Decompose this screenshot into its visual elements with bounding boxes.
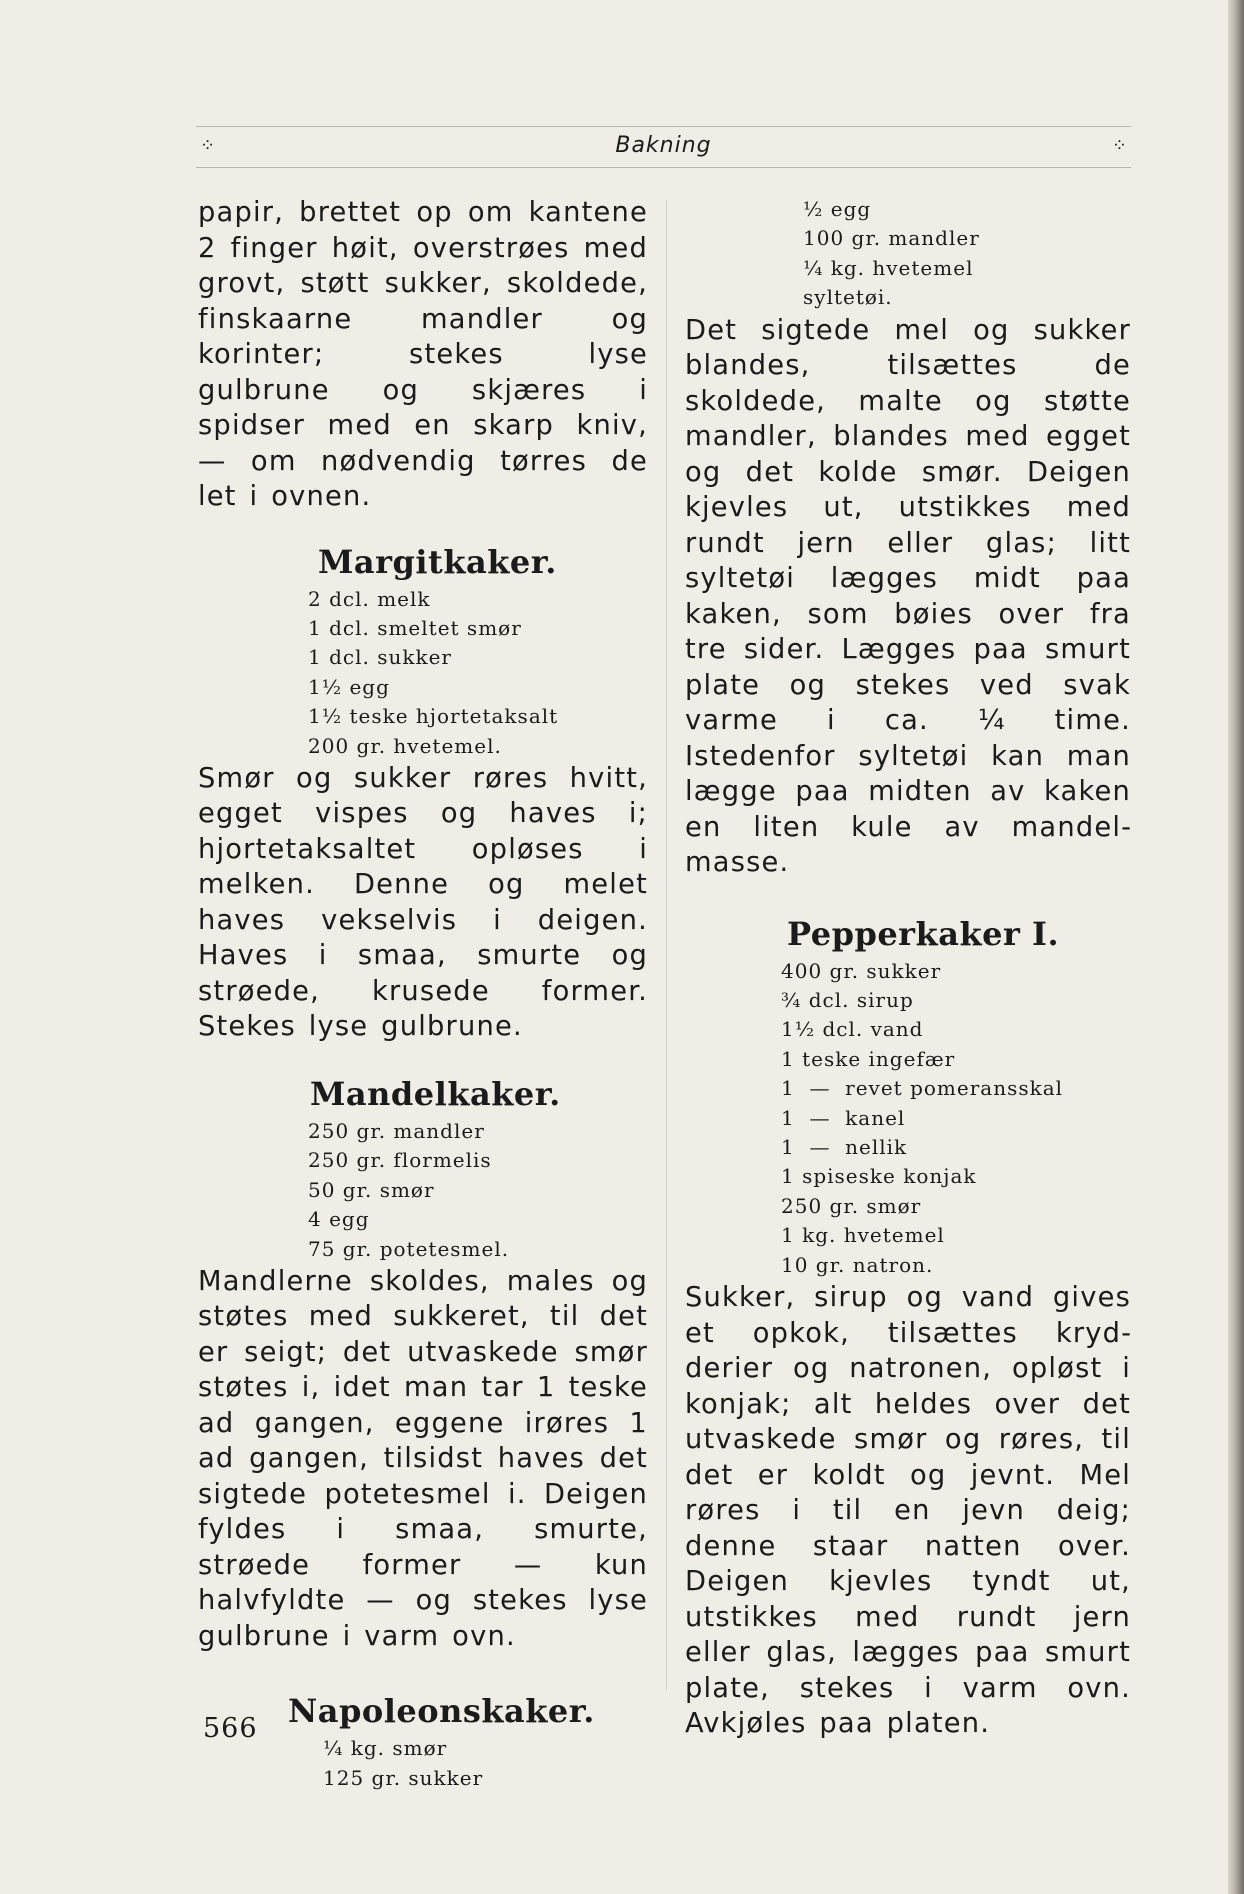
page-edge (1228, 0, 1244, 1894)
ingredient: 1½ dcl. vand (781, 1017, 924, 1042)
ingredient: 4 egg (308, 1207, 370, 1232)
page-number: 566 (203, 1713, 258, 1744)
recipe-title-pepperkaker: Pepperkaker I. (787, 914, 1060, 953)
recipe-title-napoleonskaker: Napoleonskaker. (288, 1692, 595, 1731)
ingredient: 1 dcl. smeltet smør (308, 615, 522, 640)
ingredient: 1 teske ingefær (781, 1046, 956, 1071)
intro-text: papir, brettet op om kantene 2 finger høit, overstrøes med grovt, støtt sukker, skoldede, finskaarne mandler og korinter; stekes lyse gulbrune og skjæres i spidser med en skarp kniv, — om nødvendig tørres de let i ovnen. (198, 197, 648, 512)
ingredients-margitkaker (308, 585, 648, 761)
ingredient: 250 gr. flormelis (308, 1148, 492, 1173)
ingredient: 1 spiseske konjak (781, 1164, 977, 1189)
right-column (685, 195, 1131, 1742)
ingredients-mandelkaker (308, 1117, 648, 1264)
ingredient: ¾ dcl. sirup (781, 988, 914, 1013)
ingredient: 1 — kanel (781, 1105, 906, 1130)
ingredient: syltetøi. (803, 285, 893, 310)
method-pepperkaker (685, 1280, 1131, 1742)
ingredient: 250 gr. smør (781, 1193, 922, 1218)
ingredient: 1 kg. hvetemel (781, 1223, 945, 1248)
recipe-title-margitkaker: Margitkaker. (318, 542, 557, 581)
running-header (196, 126, 1131, 168)
ingredient: ¼ kg. hvetemel (803, 255, 974, 280)
ingredient: 1½ egg (308, 674, 390, 699)
intro-paragraph (198, 195, 648, 515)
ingredient: 400 gr. sukker (781, 958, 942, 983)
method-text: Det sigtede mel og sukker blandes, tilsættes de skoldede, malte og støtte mandler, blandes med egget og det kolde smør. Deigen kjevles ut, utstikkes med rundt jern eller glas; litt syltetøi lægges midt paa kaken, som bøies over fra tre sider. Lægges paa smurt plate og stekes ved svak varme i ca. ¼ time. Istedenfor syltetøi kan man lægge paa midten av kaken en liten kule av mandelmasse. (685, 314, 1131, 879)
ingredient: 125 gr. sukker (323, 1765, 484, 1790)
ingredients-pepperkaker (781, 957, 1131, 1280)
ingredient: 100 gr. mandler (803, 226, 980, 251)
ingredients-napoleonskaker (323, 1734, 648, 1793)
method-mandelkaker (198, 1264, 648, 1655)
header-title: Bakning (615, 133, 712, 158)
ingredient: 50 gr. smør (308, 1177, 435, 1202)
recipe-title-mandelkaker: Mandelkaker. (310, 1074, 561, 1113)
ingredient: 200 gr. hvetemel. (308, 733, 502, 758)
ornament-right-icon: ⁘ (1111, 135, 1127, 156)
method-text: Mandlerne skoldes, males og støtes med sukkeret, til det er seigt; det utvaskede smør støtes i, idet man tar 1 teske ad gangen, eggene irøres 1 ad gangen, tilsidst haves det sigtede potetesmel i. Deigen fyldes i smaa, smurte, strøede former — kun halvfyldte — og stekes lyse gulbrune i varm ovn. (198, 1265, 648, 1652)
ingredient: 250 gr. mandler (308, 1118, 485, 1143)
ingredient: ¼ kg. smør (323, 1736, 448, 1761)
ingredient: 2 dcl. melk (308, 586, 431, 611)
method-text: Smør og sukker røres hvitt, egget vispes og haves i; hjortetaksaltet opløses i melken. Denne og melet haves vekselvis i deigen. Haves i smaa, smurte og strøede, krusede former. Stekes lyse gulbrune. (198, 762, 648, 1043)
ingredient: 1 dcl. sukker (308, 645, 452, 670)
ingredient: 1 — revet pomeransskal (781, 1076, 1064, 1101)
ingredient: 75 gr. potetesmel. (308, 1236, 510, 1261)
column-divider (666, 200, 667, 1690)
ingredient: 1 — nellik (781, 1135, 908, 1160)
ingredient: ½ egg (803, 197, 872, 221)
method-napoleonskaker (685, 313, 1131, 881)
ingredients-napoleonskaker-cont (803, 195, 1131, 313)
ornament-left-icon: ⁘ (200, 135, 216, 156)
ingredient: 1½ teske hjortetaksalt (308, 704, 559, 729)
ingredient: 10 gr. natron. (781, 1252, 934, 1277)
method-margitkaker (198, 761, 648, 1045)
method-text: Sukker, sirup og vand gives et opkok, tilsættes krydderier og natronen, opløst i konjak; alt heldes over det utvaskede smør og røres, til det er koldt og jevnt. Mel røres i til en jevn deig; denne staar natten over. Deigen kjevles tyndt ut, utstikkes med rundt jern eller glas, lægges paa smurt plate, stekes i varm ovn. Avkjøles paa platen. (685, 1282, 1131, 1740)
left-column (198, 195, 648, 1793)
